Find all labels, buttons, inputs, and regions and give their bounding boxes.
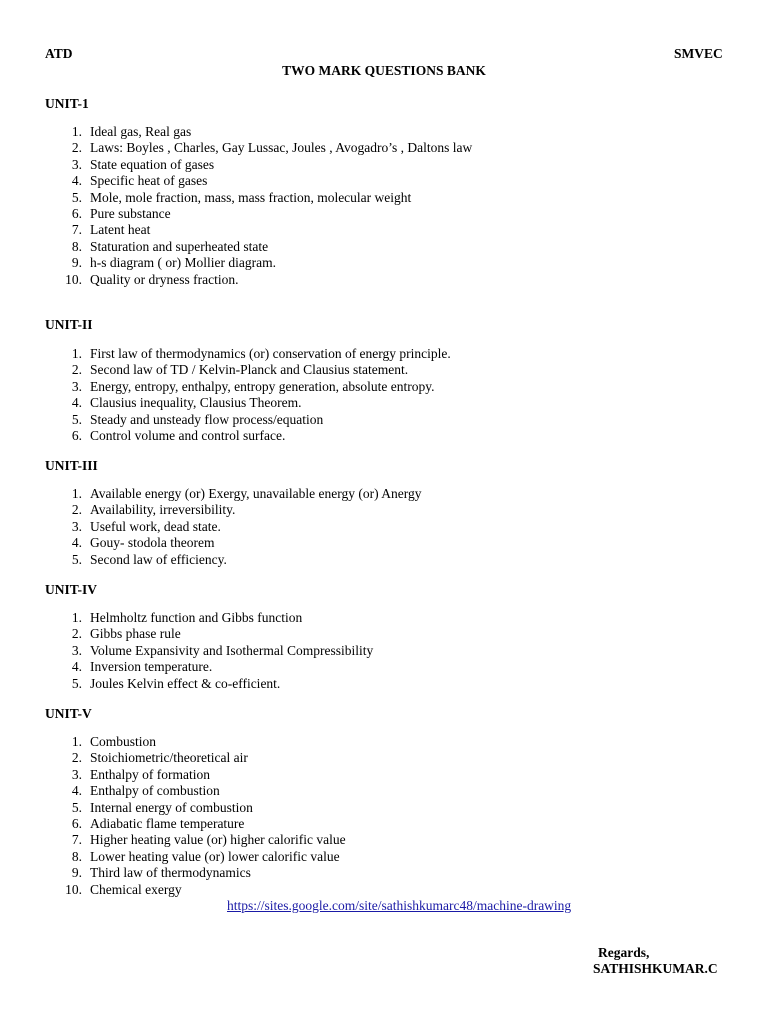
item-text: First law of thermodynamics (or) conservation of energy principle. <box>90 346 451 361</box>
item-text: Staturation and superheated state <box>90 238 269 254</box>
item-text: Joules Kelvin effect & co-efficient. <box>90 675 281 691</box>
item-number: 5. <box>71 551 82 567</box>
unit-heading: UNIT-III <box>45 458 98 473</box>
item-text: Quality or dryness fraction. <box>90 271 239 287</box>
item-number: 5. <box>71 675 82 691</box>
item-number: 2. <box>71 626 82 642</box>
item-text: Available energy (or) Exergy, unavailable energy (or) Anergy <box>90 486 422 501</box>
item-text: State equation of gases <box>90 156 215 172</box>
item-text: Chemical exergy <box>90 881 182 897</box>
item-number: 4. <box>71 659 82 675</box>
item-number: 3. <box>71 518 82 534</box>
item-number: 2. <box>71 362 82 378</box>
item-number: 1. <box>71 346 82 361</box>
item-text: Higher heating value (or) higher calorific value <box>90 832 346 848</box>
author-name: SATHISHKUMAR.C <box>593 961 718 976</box>
item-number: 9. <box>71 865 82 881</box>
unit-heading: UNIT-II <box>45 317 93 332</box>
item-text: Second law of efficiency. <box>90 551 227 567</box>
item-number: 4. <box>71 783 82 799</box>
item-number: 3. <box>71 766 82 782</box>
item-text: Laws: Boyles , Charles, Gay Lussac, Joules , Avogadro’s , Daltons law <box>90 140 473 156</box>
item-text: Inversion temperature. <box>90 659 213 675</box>
item-number: 5. <box>71 189 82 205</box>
item-text: Adiabatic flame temperature <box>90 815 245 831</box>
item-number: 3. <box>71 378 82 394</box>
item-text: Enthalpy of combustion <box>90 783 220 799</box>
site-link[interactable]: https://sites.google.com/site/sathishkumarc48/machine-drawing <box>227 898 572 913</box>
item-number: 9. <box>71 255 82 271</box>
item-text: Third law of thermodynamics <box>90 865 251 881</box>
item-number: 2. <box>71 502 82 518</box>
unit-heading: UNIT-IV <box>45 582 98 597</box>
item-text: Latent heat <box>90 222 151 238</box>
item-number: 4. <box>71 173 82 189</box>
regards-text: Regards, <box>598 945 650 960</box>
item-text: Gouy- stodola theorem <box>90 535 215 551</box>
item-number: 8. <box>71 848 82 864</box>
unit-heading: UNIT-V <box>45 706 92 721</box>
item-number: 10. <box>65 881 82 897</box>
item-text: Helmholtz function and Gibbs function <box>90 610 303 625</box>
item-number: 6. <box>71 205 82 221</box>
item-text: Enthalpy of formation <box>90 766 210 782</box>
item-text: Second law of TD / Kelvin-Planck and Clausius statement. <box>90 362 409 378</box>
item-number: 6. <box>71 427 82 443</box>
item-text: Energy, entropy, enthalpy, entropy generation, absolute entropy. <box>90 378 435 394</box>
item-text: h-s diagram ( or) Mollier diagram. <box>90 255 276 271</box>
item-text: Mole, mole fraction, mass, mass fraction, molecular weight <box>90 189 412 205</box>
item-number: 7. <box>71 832 82 848</box>
item-number: 1. <box>71 486 82 501</box>
item-text: Specific heat of gases <box>90 173 208 189</box>
item-number: 2. <box>71 140 82 156</box>
item-text: Internal energy of combustion <box>90 799 253 815</box>
item-number: 3. <box>71 156 82 172</box>
item-text: Combustion <box>90 734 157 749</box>
item-text: Ideal gas, Real gas <box>90 124 192 139</box>
item-number: 2. <box>71 750 82 766</box>
item-number: 5. <box>71 799 82 815</box>
item-text: Volume Expansivity and Isothermal Compressibility <box>90 642 374 658</box>
item-text: Steady and unsteady flow process/equation <box>90 411 324 427</box>
item-number: 6. <box>71 815 82 831</box>
item-number: 4. <box>71 395 82 411</box>
item-text: Availability, irreversibility. <box>90 502 236 518</box>
page-title: TWO MARK QUESTIONS BANK <box>282 63 486 78</box>
header-right: SMVEC <box>674 46 723 61</box>
item-number: 1. <box>71 610 82 625</box>
item-text: Gibbs phase rule <box>90 626 181 642</box>
item-text: Clausius inequality, Clausius Theorem. <box>90 395 302 411</box>
item-number: 3. <box>71 642 82 658</box>
unit-heading: UNIT-1 <box>45 96 89 111</box>
header-left: ATD <box>45 46 73 61</box>
item-text: Lower heating value (or) lower calorific value <box>90 848 340 864</box>
item-text: Control volume and control surface. <box>90 427 286 443</box>
item-number: 1. <box>71 124 82 139</box>
item-text: Useful work, dead state. <box>90 518 221 534</box>
item-number: 5. <box>71 411 82 427</box>
item-number: 7. <box>71 222 82 238</box>
item-number: 8. <box>71 238 82 254</box>
item-text: Stoichiometric/theoretical air <box>90 750 248 766</box>
item-number: 1. <box>71 734 82 749</box>
item-number: 10. <box>65 271 82 287</box>
item-text: Pure substance <box>90 205 171 221</box>
item-number: 4. <box>71 535 82 551</box>
